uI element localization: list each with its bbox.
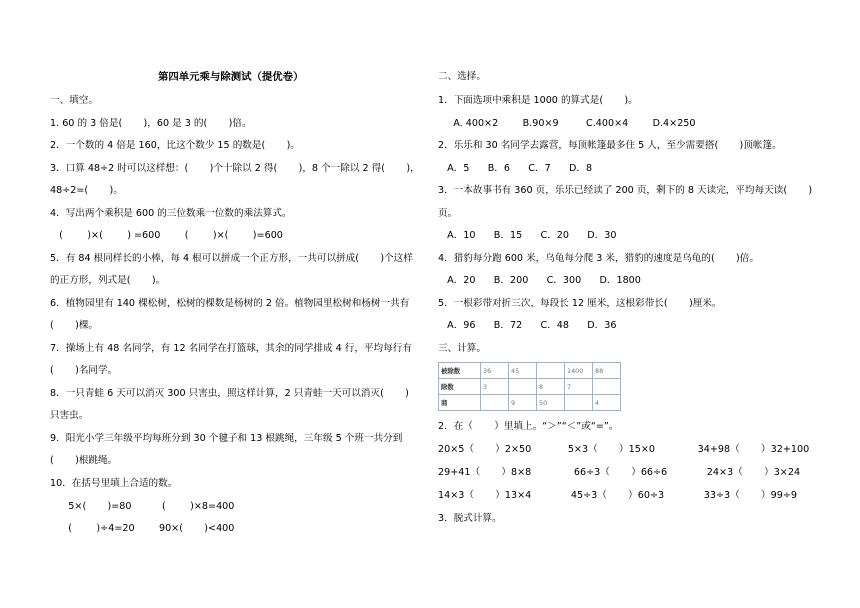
table-cell — [537, 363, 565, 379]
question-line: 的正方形，列式是( )。 — [50, 275, 166, 286]
table-row — [439, 395, 621, 411]
question-line: 10．在括号里填上合适的数。 — [50, 478, 178, 489]
choice-options: A. 400×2 B.90×9 C.400×4 D.4×250 — [438, 118, 696, 129]
comparison-row: 14×3（ ）13×4 45÷3（ ）60÷3 33÷3（ ）99÷9 — [438, 490, 797, 501]
section-heading-choice: 二、选择。 — [438, 71, 486, 82]
table-cell: 除数 — [439, 379, 481, 395]
table-cell: 商 — [439, 395, 481, 411]
choice-options: A．20 B．200 C．300 D．1800 — [438, 275, 641, 286]
table-cell: 3 — [481, 379, 509, 395]
question-line: 9．阳光小学三年级平均每班分到 30 个毽子和 13 根跳绳，三年级 5 个班一共分到 — [50, 433, 403, 444]
question-line: 1. 60 的 3 倍是( )，60 是 3 的( )倍。 — [50, 118, 252, 129]
question-line: 5×( )=80 ( )×8=400 — [50, 501, 235, 512]
question-line: 2．在（ ）里填上。“＞”“＜”或“=”。 — [438, 421, 619, 432]
table-cell: 50 — [537, 395, 565, 411]
table-cell: 36 — [481, 363, 509, 379]
question-line: 5．一根彩带对折三次，每段长 12 厘米，这根彩带长( )厘米。 — [438, 298, 722, 309]
choice-options: A．96 B．72 C．48 D．36 — [438, 320, 617, 331]
table-cell — [481, 395, 509, 411]
table-row — [439, 379, 621, 395]
question-line: 3．一本故事书有 360 页，乐乐已经读了 200 页，剩下的 8 天读完，平均每天读( ) — [438, 185, 813, 196]
section-heading-calc: 三、计算。 — [438, 343, 486, 354]
question-line: ( )根跳绳。 — [50, 455, 118, 466]
question-line: ( )棵。 — [50, 320, 99, 331]
comparison-row: 20×5（ ）2×50 5×3（ ）15×0 34+98（ ）32+100 — [438, 444, 810, 455]
comparison-row: 29+41（ ）8×8 66÷3（ ）66÷6 24×3（ ）3×24 — [438, 467, 801, 478]
question-line: 4．写出两个乘积是 600 的三位数乘一位数的乘法算式。 — [50, 208, 292, 219]
question-line: ( )×( ) =600 ( )×( )=600 — [50, 230, 283, 241]
division-table — [438, 362, 621, 411]
choice-options: A．10 B．15 C．20 D．30 — [438, 230, 617, 241]
table-cell: 7 — [565, 379, 593, 395]
question-line: ( )÷4=20 90×( )<400 — [50, 523, 235, 534]
choice-options: A．5 B．6 C．7 D．8 — [438, 163, 593, 174]
table-row — [439, 363, 621, 379]
question-line: 只害虫。 — [50, 410, 89, 421]
table-cell: 88 — [593, 363, 621, 379]
question-line: 6．植物园里有 140 棵松树，松树的棵数是杨树的 2 倍。植物园里松树和杨树一共有 — [50, 298, 410, 309]
table-cell: 4 — [593, 395, 621, 411]
question-line: 页。 — [438, 208, 458, 219]
table-cell: 被除数 — [439, 363, 481, 379]
section-heading-fill-blank: 一、填空。 — [50, 95, 98, 106]
question-line: 48÷2=( )。 — [50, 185, 123, 196]
question-line: 5．有 84 根同样长的小棒，每 4 根可以拼成一个正方形，一共可以拼成( )个这样 — [50, 253, 413, 264]
question-line: 7．操场上有 48 名同学，有 12 名同学在打篮球，其余的同学排成 4 行，平均每行有 — [50, 343, 412, 354]
table-cell: 45 — [509, 363, 537, 379]
question-line: 3．口算 48÷2 时可以这样想：( )个十除以 2 得( )，8 个一除以 2 得( )， — [50, 163, 420, 174]
question-line: 2．一个数的 4 倍是 160，比这个数少 15 的数是( )。 — [50, 140, 300, 151]
table-cell: 9 — [509, 395, 537, 411]
question-line: 1．下面选项中乘积是 1000 的算式是( )。 — [438, 95, 638, 106]
question-line: 3．脱式计算。 — [438, 513, 502, 524]
table-cell — [509, 379, 537, 395]
page-title: 第四单元乘与除测试（提优卷） — [158, 71, 304, 83]
question-line: 4．猎豹每分跑 600 米，乌龟每分爬 3 米，猎豹的速度是乌龟的( )倍。 — [438, 253, 759, 264]
table-cell: 8 — [537, 379, 565, 395]
table-cell — [565, 395, 593, 411]
question-line: ( )名同学。 — [50, 365, 118, 376]
table-cell: 1400 — [565, 363, 593, 379]
question-line: 2．乐乐和 30 名同学去露营，每顶帐篷最多住 5 人，至少需要搭( )顶帐篷。 — [438, 140, 782, 151]
question-line: 8．一只青蛙 6 天可以消灭 300 只害虫，照这样计算，2 只青蛙一天可以消灭( ) — [50, 388, 409, 399]
table-cell — [593, 379, 621, 395]
